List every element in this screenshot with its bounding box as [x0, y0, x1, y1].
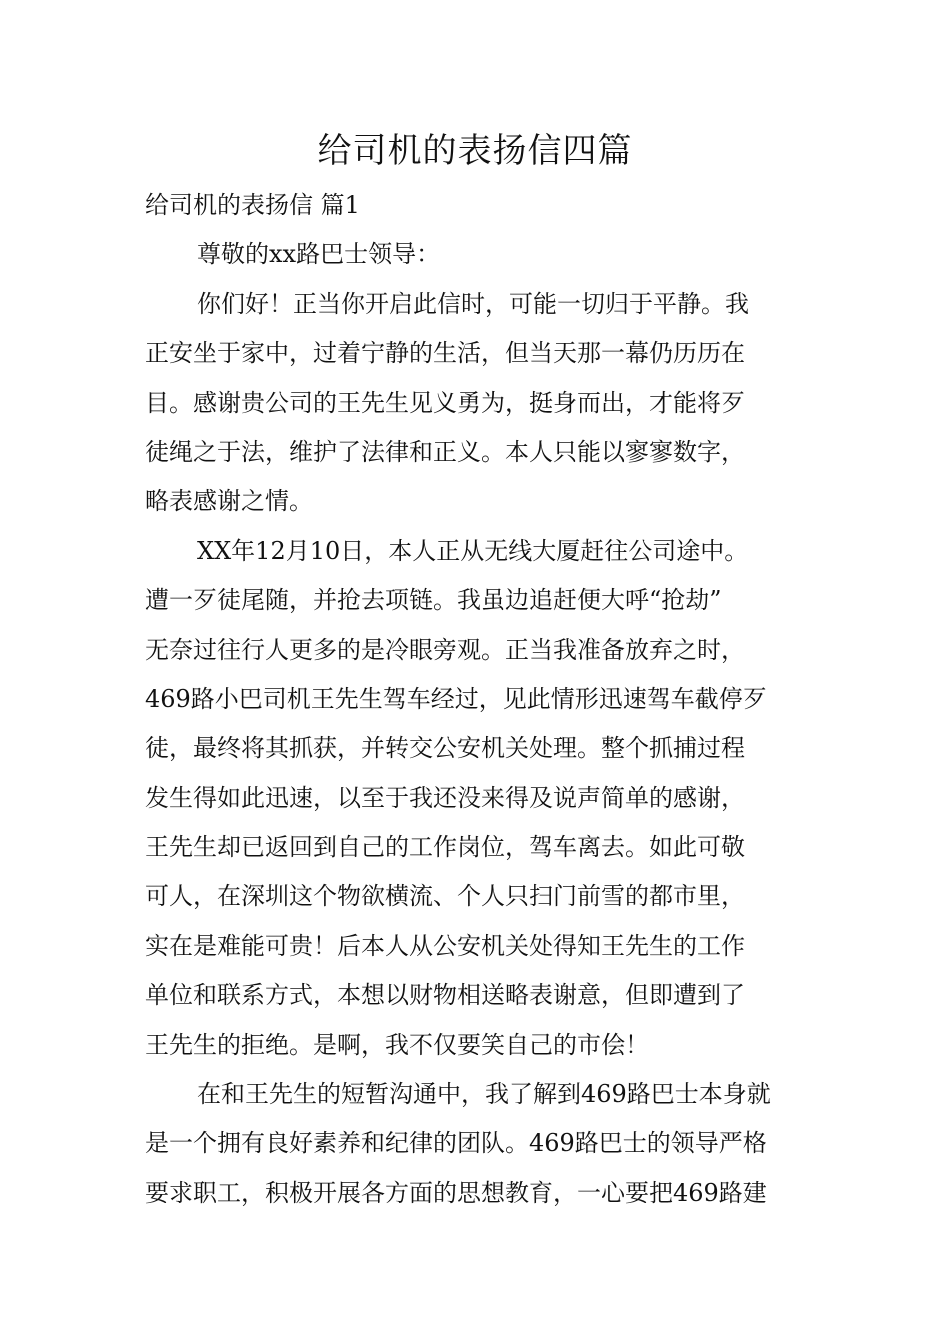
paragraph — [145, 280, 815, 527]
paragraph-line: 略表感谢之情。 — [145, 487, 313, 516]
paragraph — [145, 527, 815, 1070]
document-body — [145, 181, 815, 1218]
salutation: 尊敬的xx路巴士领导： — [197, 240, 441, 269]
paragraph-line: 在和王先生的短暂沟通中，我了解到469路巴士本身就 — [197, 1080, 771, 1109]
document-title: 给司机的表扬信四篇 — [317, 131, 633, 171]
paragraph-line: 王先生却已返回到自己的工作岗位，驾车离去。如此可敬 — [145, 833, 745, 862]
paragraph-line: 要求职工，积极开展各方面的思想教育，一心要把469路建 — [145, 1178, 767, 1207]
paragraph-line: 你们好！正当你开启此信时，可能一切归于平静。我 — [197, 289, 749, 318]
paragraph-line: 目。感谢贵公司的王先生见义勇为，挺身而出，才能将歹 — [145, 388, 745, 417]
paragraph-line: XX年12月10日，本人正从无线大厦赶往公司途中。 — [197, 536, 749, 565]
section-heading: 给司机的表扬信 篇1 — [145, 191, 360, 219]
paragraph-line: 469路小巴司机王先生驾车经过，见此情形迅速驾车截停歹 — [145, 684, 767, 713]
paragraph-line: 单位和联系方式，本想以财物相送略表谢意，但即遭到了 — [145, 981, 745, 1010]
paragraph-line: 可人，在深圳这个物欲横流、个人只扫门前雪的都市里， — [145, 882, 745, 911]
paragraph-line: 遭一歹徒尾随，并抢去项链。我虽边追赶便大呼“抢劫” — [145, 586, 722, 615]
paragraph-line: 徒，最终将其抓获，并转交公安机关处理。整个抓捕过程 — [145, 734, 745, 763]
paragraph-line: 王先生的拒绝。是啊，我不仅要笑自己的市侩！ — [145, 1030, 649, 1059]
paragraph-line: 无奈过往行人更多的是冷眼旁观。正当我准备放弃之时， — [145, 635, 745, 664]
paragraph-line: 发生得如此迅速，以至于我还没来得及说声简单的感谢， — [145, 783, 745, 812]
paragraph-line: 实在是难能可贵！后本人从公安机关处得知王先生的工作 — [145, 931, 745, 960]
paragraph — [145, 1070, 815, 1218]
paragraph-line: 是一个拥有良好素养和纪律的团队。469路巴士的领导严格 — [145, 1129, 767, 1158]
paragraph-line: 徒绳之于法，维护了法律和正义。本人只能以寥寥数字， — [145, 437, 745, 466]
paragraph-line: 正安坐于家中，过着宁静的生活，但当天那一幕仍历历在 — [145, 339, 745, 368]
